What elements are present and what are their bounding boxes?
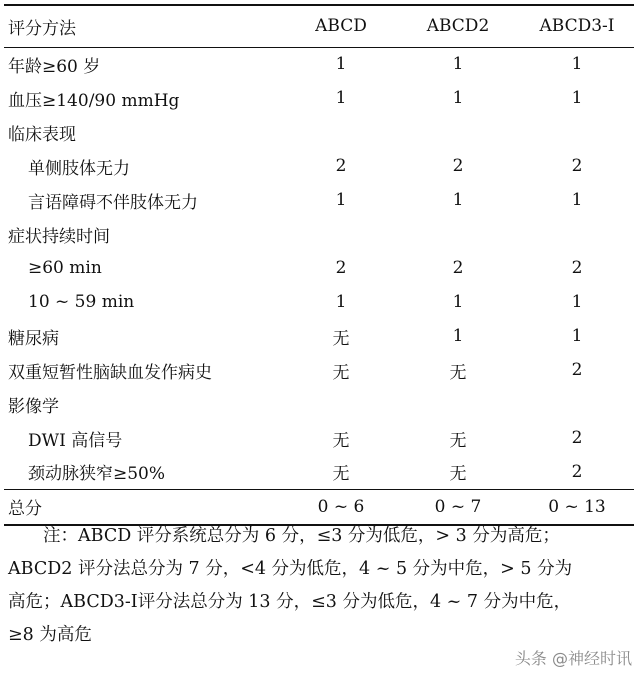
cell-abcd3-i: 2 — [571, 258, 583, 278]
cell-abcd: 1 — [335, 190, 347, 210]
row-label: 颈动脉狭窄≥50% — [28, 464, 166, 485]
cell-abcd2: 2 — [452, 156, 464, 176]
table-row — [4, 455, 634, 489]
note-line: 高危；ABCD3-Ⅰ评分法总分为 13 分，≤3 分为低危，4 ~ 7 分为中危， — [8, 592, 572, 612]
cell-abcd3-i — [520, 217, 634, 251]
cell-abcd — [286, 387, 396, 421]
note-line: ≥8 为高危 — [8, 625, 92, 645]
row-label: 双重短暂性脑缺血发作病史 — [8, 362, 212, 383]
header-abcd: ABCD — [315, 16, 367, 37]
cell-abcd2: 1 — [452, 88, 464, 108]
header-abcd2: ABCD2 — [426, 16, 490, 37]
cell-abcd2 — [396, 115, 520, 149]
total-label: 总分 — [8, 499, 42, 520]
cell-abcd: 无 — [332, 464, 350, 485]
table-row — [4, 319, 634, 353]
cell-abcd3-i: 2 — [571, 428, 583, 448]
cell-abcd2: 1 — [452, 292, 464, 312]
cell-abcd2: 1 — [452, 54, 464, 75]
table-row — [4, 115, 634, 149]
note-line: ABCD2 评分法总分为 7 分，<4 分为低危，4 ~ 5 分为中危，> 5 分为 — [8, 559, 573, 579]
cell-abcd2: 无 — [449, 464, 467, 485]
cell-abcd3-i: 1 — [571, 54, 583, 75]
row-label: 言语障碍不伴肢体无力 — [28, 192, 198, 213]
note-line: 注：ABCD 评分系统总分为 6 分，≤3 分为低危，> 3 分为高危； — [8, 526, 560, 546]
row-label: DWI 高信号 — [28, 430, 123, 451]
cell-abcd3-i — [520, 387, 634, 421]
table-row — [4, 353, 634, 387]
total-abcd2: 0 ~ 7 — [434, 496, 482, 517]
cell-abcd3-i: 1 — [571, 88, 583, 108]
cell-abcd2: 2 — [452, 258, 464, 278]
row-label: 症状持续时间 — [8, 226, 110, 247]
header-abcd3-i: ABCD3-Ⅰ — [539, 16, 615, 37]
table-row — [4, 421, 634, 455]
table-header — [4, 5, 634, 47]
row-label: 临床表现 — [8, 124, 76, 145]
cell-abcd3-i: 1 — [571, 292, 583, 312]
cell-abcd3-i: 2 — [571, 156, 583, 176]
cell-abcd3-i: 2 — [571, 461, 583, 482]
cell-abcd: 无 — [332, 430, 350, 451]
total-abcd3-i: 0 ~ 13 — [548, 496, 606, 517]
cell-abcd2 — [396, 217, 520, 251]
cell-abcd2: 1 — [452, 190, 464, 210]
table-row — [4, 183, 634, 217]
cell-abcd3-i: 1 — [571, 190, 583, 210]
cell-abcd3-i: 1 — [571, 326, 583, 346]
abcd-score-table — [4, 4, 634, 526]
table-row — [4, 149, 634, 183]
table-note — [8, 520, 634, 652]
watermark: 头条 @神经时讯 — [514, 649, 632, 668]
row-label: 影像学 — [8, 396, 59, 417]
row-label: 血压≥140/90 mmHg — [8, 90, 180, 111]
header-row — [4, 5, 634, 47]
cell-abcd — [286, 217, 396, 251]
header-method: 评分方法 — [8, 18, 76, 39]
cell-abcd: 1 — [335, 54, 347, 75]
cell-abcd: 无 — [332, 328, 350, 349]
cell-abcd: 无 — [332, 362, 350, 383]
cell-abcd: 2 — [335, 156, 347, 176]
row-label: ≥60 min — [28, 258, 102, 278]
cell-abcd — [286, 115, 396, 149]
row-label: 单侧肢体无力 — [28, 158, 130, 179]
table-body — [4, 47, 634, 489]
table-row — [4, 47, 634, 81]
table-row — [4, 81, 634, 115]
cell-abcd3-i: 2 — [571, 360, 583, 380]
row-label: 10 ~ 59 min — [28, 292, 135, 312]
table-row — [4, 217, 634, 251]
cell-abcd3-i — [520, 115, 634, 149]
cell-abcd2: 1 — [452, 326, 464, 346]
cell-abcd: 1 — [335, 292, 347, 312]
total-abcd: 0 ~ 6 — [317, 496, 365, 517]
table-row — [4, 387, 634, 421]
cell-abcd2: 无 — [449, 430, 467, 451]
row-label: 糖尿病 — [8, 328, 59, 349]
table-row — [4, 285, 634, 319]
cell-abcd: 2 — [335, 258, 347, 278]
cell-abcd2: 无 — [449, 362, 467, 383]
cell-abcd: 1 — [335, 88, 347, 108]
table-row — [4, 251, 634, 285]
cell-abcd2 — [396, 387, 520, 421]
row-label: 年龄≥60 岁 — [8, 56, 101, 77]
